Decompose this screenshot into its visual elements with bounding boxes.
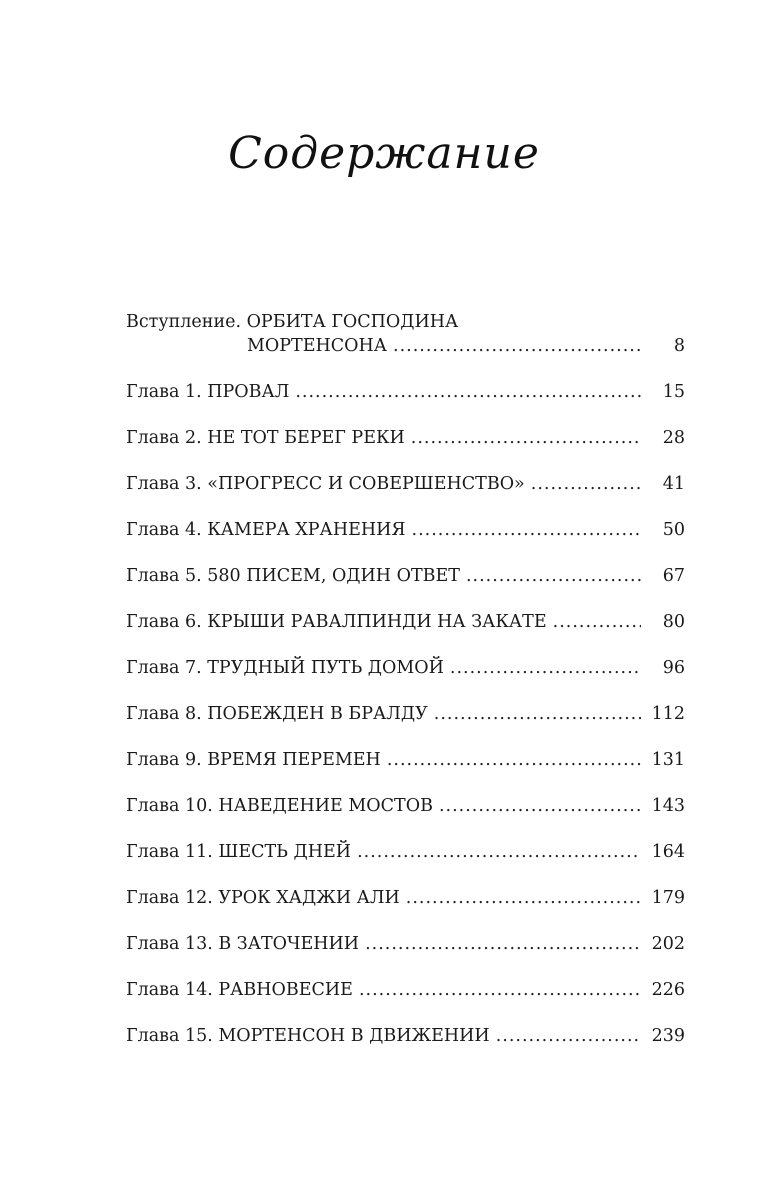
toc-entry-label: Глава 6. КРЫШИ РАВАЛПИНДИ НА ЗАКАТЕ [126,612,547,632]
dot-leader [411,426,641,450]
dot-leader [365,932,641,956]
toc-entry-label: Глава 12. УРОК ХАДЖИ АЛИ [126,888,400,908]
toc-page-number: 179 [651,888,685,908]
dot-leader [439,794,641,818]
toc-entry-chapter-14[interactable] [126,978,685,1002]
table-of-contents [126,310,685,1070]
toc-entry-chapter-12[interactable] [126,886,685,910]
dot-leader [357,840,641,864]
dot-leader [466,564,641,588]
toc-page-number: 67 [662,566,685,586]
toc-entry-label: Глава 10. НАВЕДЕНИЕ МОСТОВ [126,796,433,816]
toc-page-number: 202 [651,934,685,954]
toc-entry-introduction[interactable] [126,310,685,358]
toc-entry-chapter-2[interactable] [126,426,685,450]
toc-entry-label: Вступление. ОРБИТА ГОСПОДИНА [126,312,459,332]
toc-entry-label: Глава 13. В ЗАТОЧЕНИИ [126,934,360,954]
page-title: Содержание [228,128,540,179]
toc-page-number: 112 [651,704,685,724]
toc-entry-chapter-10[interactable] [126,794,685,818]
dot-leader [359,978,641,1002]
toc-page-number: 8 [673,336,685,356]
dot-leader [531,472,641,496]
toc-page-number: 41 [662,474,685,494]
toc-entry-chapter-7[interactable] [126,656,685,680]
toc-entry-chapter-9[interactable] [126,748,685,772]
toc-entry-label: Глава 15. МОРТЕНСОН В ДВИЖЕНИИ [126,1026,490,1046]
toc-entry-chapter-6[interactable] [126,610,685,634]
toc-entry-label: Глава 2. НЕ ТОТ БЕРЕГ РЕКИ [126,428,405,448]
toc-entry-label: Глава 7. ТРУДНЫЙ ПУТЬ ДОМОЙ [126,658,444,678]
dot-leader [434,702,641,726]
toc-entry-label: Глава 9. ВРЕМЯ ПЕРЕМЕН [126,750,381,770]
toc-page-number: 143 [651,796,685,816]
toc-entry-chapter-4[interactable] [126,518,685,542]
toc-entry-label: Глава 1. ПРОВАЛ [126,382,290,402]
toc-page-number: 226 [651,980,685,1000]
dot-leader [496,1024,641,1048]
dot-leader [295,380,641,404]
toc-entry-chapter-11[interactable] [126,840,685,864]
toc-entry-chapter-8[interactable] [126,702,685,726]
toc-entry-chapter-3[interactable] [126,472,685,496]
toc-page-number: 96 [662,658,685,678]
toc-entry-chapter-15[interactable] [126,1024,685,1048]
dot-leader [553,610,641,634]
toc-entry-label: Глава 5. 580 ПИСЕМ, ОДИН ОТВЕТ [126,566,460,586]
toc-page-number: 239 [651,1026,685,1046]
toc-page-number: 131 [651,750,685,770]
dot-leader [387,748,641,772]
toc-entry-chapter-1[interactable] [126,380,685,404]
toc-entry-label: Глава 8. ПОБЕЖДЕН В БРАЛДУ [126,704,428,724]
toc-entry-label: Глава 11. ШЕСТЬ ДНЕЙ [126,842,352,862]
toc-entry-chapter-13[interactable] [126,932,685,956]
toc-entry-label: Глава 3. «ПРОГРЕСС И СОВЕРШЕНСТВО» [126,474,525,494]
toc-page-number: 80 [662,612,685,632]
dot-leader [412,518,641,542]
toc-entry-label-continued: МОРТЕНСОНА [247,336,387,356]
toc-entry-chapter-5[interactable] [126,564,685,588]
toc-entry-label: Глава 4. КАМЕРА ХРАНЕНИЯ [126,520,406,540]
dot-leader [393,334,641,358]
toc-page-number: 164 [651,842,685,862]
toc-page-number: 15 [662,382,685,402]
toc-page-number: 28 [662,428,685,448]
toc-entry-label: Глава 14. РАВНОВЕСИЕ [126,980,353,1000]
dot-leader [450,656,641,680]
toc-page-number: 50 [662,520,685,540]
dot-leader [406,886,641,910]
